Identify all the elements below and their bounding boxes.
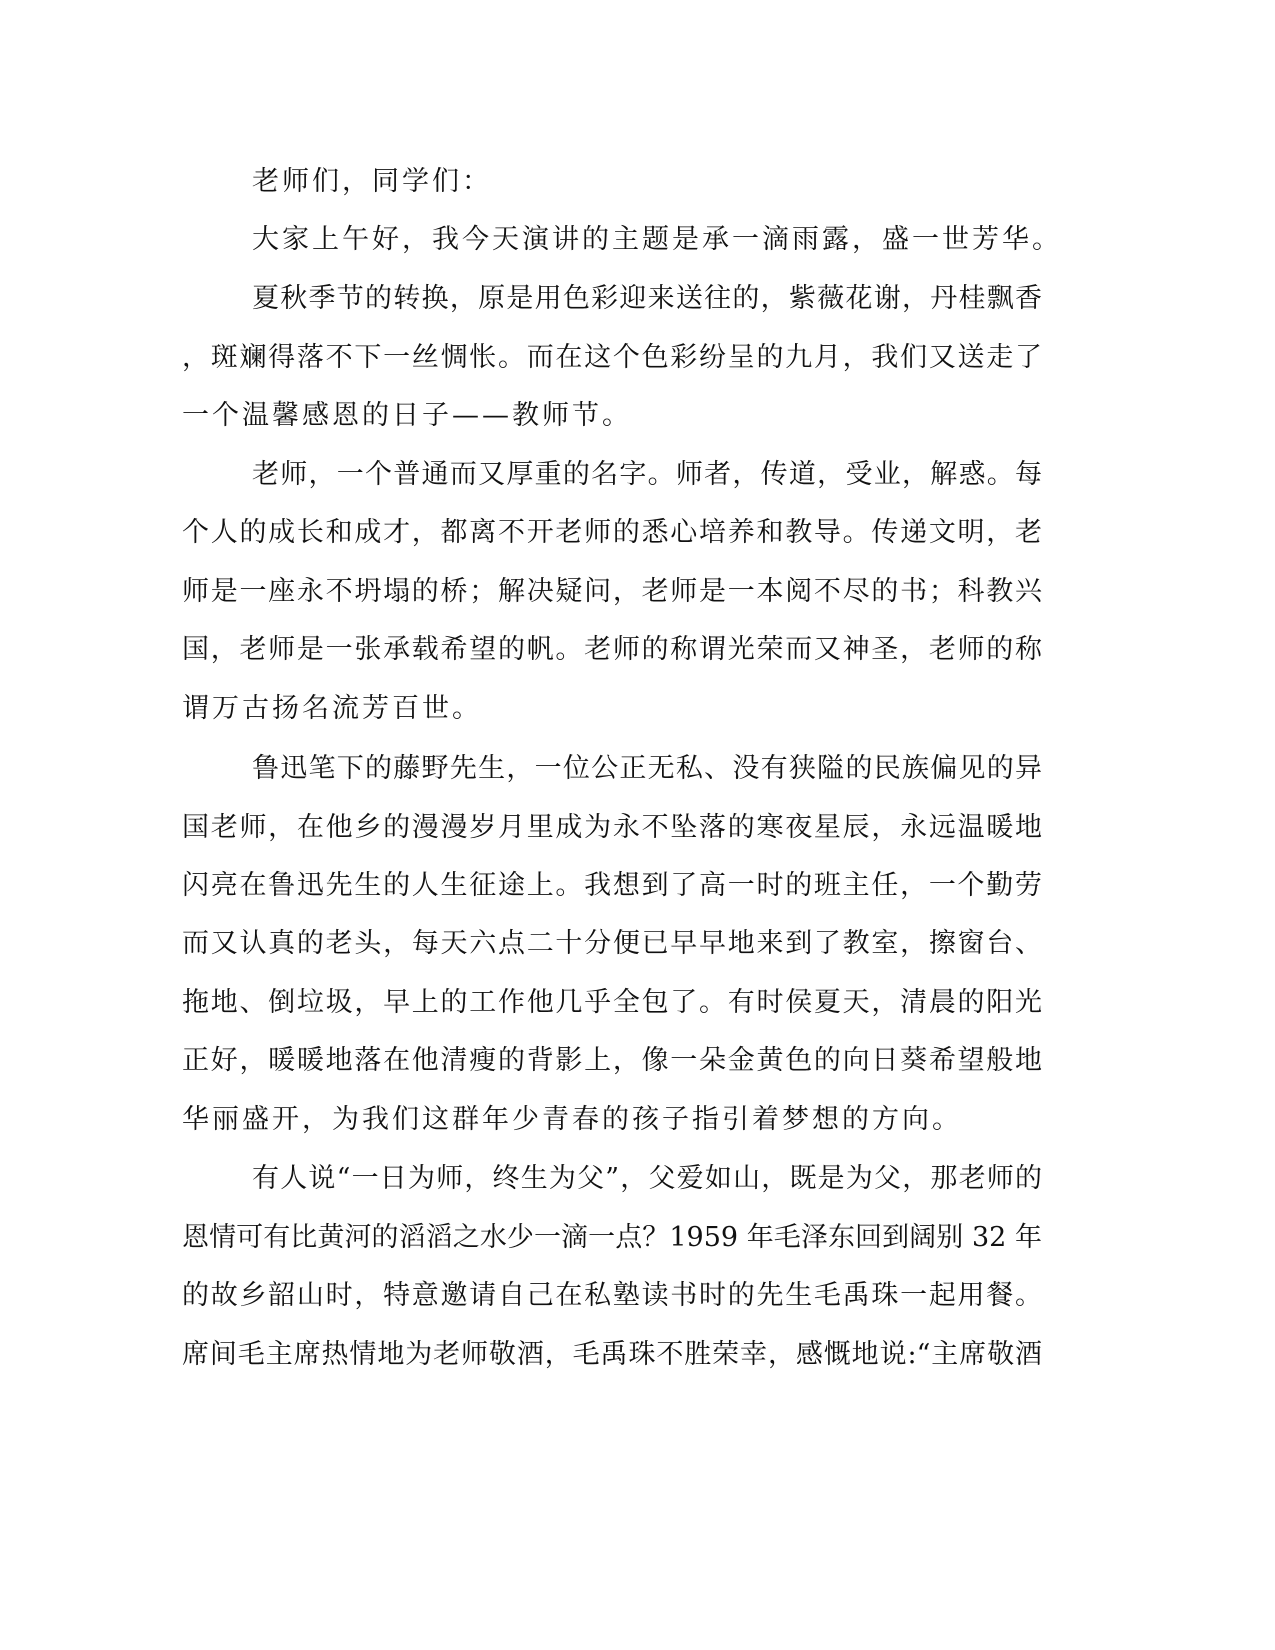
paragraph-line: 正好，暖暖地落在他清瘦的背影上，像一朵金黄色的向日葵希望般地	[182, 1045, 1042, 1076]
paragraph-line: 闪亮在鲁迅先生的人生征途上。我想到了高一时的班主任，一个勤劳	[182, 870, 1042, 901]
paragraph-line: 师是一座永不坍塌的桥；解决疑问，老师是一本阅不尽的书；科教兴	[182, 576, 1042, 607]
paragraph-line: 的故乡韶山时，特意邀请自己在私塾读书时的先生毛禹珠一起用餐。	[182, 1280, 1042, 1311]
paragraph-line: 席间毛主席热情地为老师敬酒，毛禹珠不胜荣幸，感慨地说:“主席敬酒	[182, 1339, 1042, 1370]
paragraph-line: 国老师，在他乡的漫漫岁月里成为永不坠落的寒夜星辰，永远温暖地	[182, 812, 1042, 843]
paragraph-line: 谓万古扬名流芳百世。	[182, 693, 482, 724]
paragraph-line: 个人的成长和成才，都离不开老师的悉心培养和教导。传递文明，老	[182, 517, 1042, 548]
paragraph-line: 鲁迅笔下的藤野先生，一位公正无私、没有狭隘的民族偏见的异	[252, 753, 1042, 784]
paragraph-line: 拖地、倒垃圾，早上的工作他几乎全包了。有时侯夏天，清晨的阳光	[182, 987, 1042, 1018]
paragraph-line: 一个温馨感恩的日子——教师节。	[182, 400, 632, 431]
paragraph-line: 有人说“一日为师，终生为父”，父爱如山，既是为父，那老师的	[252, 1163, 1042, 1194]
paragraph-line: 华丽盛开，为我们这群年少青春的孩子指引着梦想的方向。	[182, 1104, 962, 1135]
paragraph-line: 而又认真的老头，每天六点二十分便已早早地来到了教室，擦窗台、	[182, 928, 1042, 959]
greeting-line: 大家上午好，我今天演讲的主题是承一滴雨露，盛一世芳华。	[252, 224, 1062, 255]
paragraph-line: 夏秋季节的转换，原是用色彩迎来送往的，紫薇花谢，丹桂飘香	[252, 283, 1042, 314]
paragraph-line: ，斑斓得落不下一丝惆怅。而在这个色彩纷呈的九月，我们又送走了	[182, 342, 1042, 373]
paragraph-line: 国，老师是一张承载希望的帆。老师的称谓光荣而又神圣，老师的称	[182, 634, 1042, 665]
paragraph-line: 恩情可有比黄河的滔滔之水少一滴一点？1959 年毛泽东回到阔别 32 年	[182, 1222, 1042, 1253]
salutation-line: 老师们，同学们：	[252, 166, 492, 197]
paragraph-line: 老师，一个普通而又厚重的名字。师者，传道，受业，解惑。每	[252, 459, 1042, 490]
